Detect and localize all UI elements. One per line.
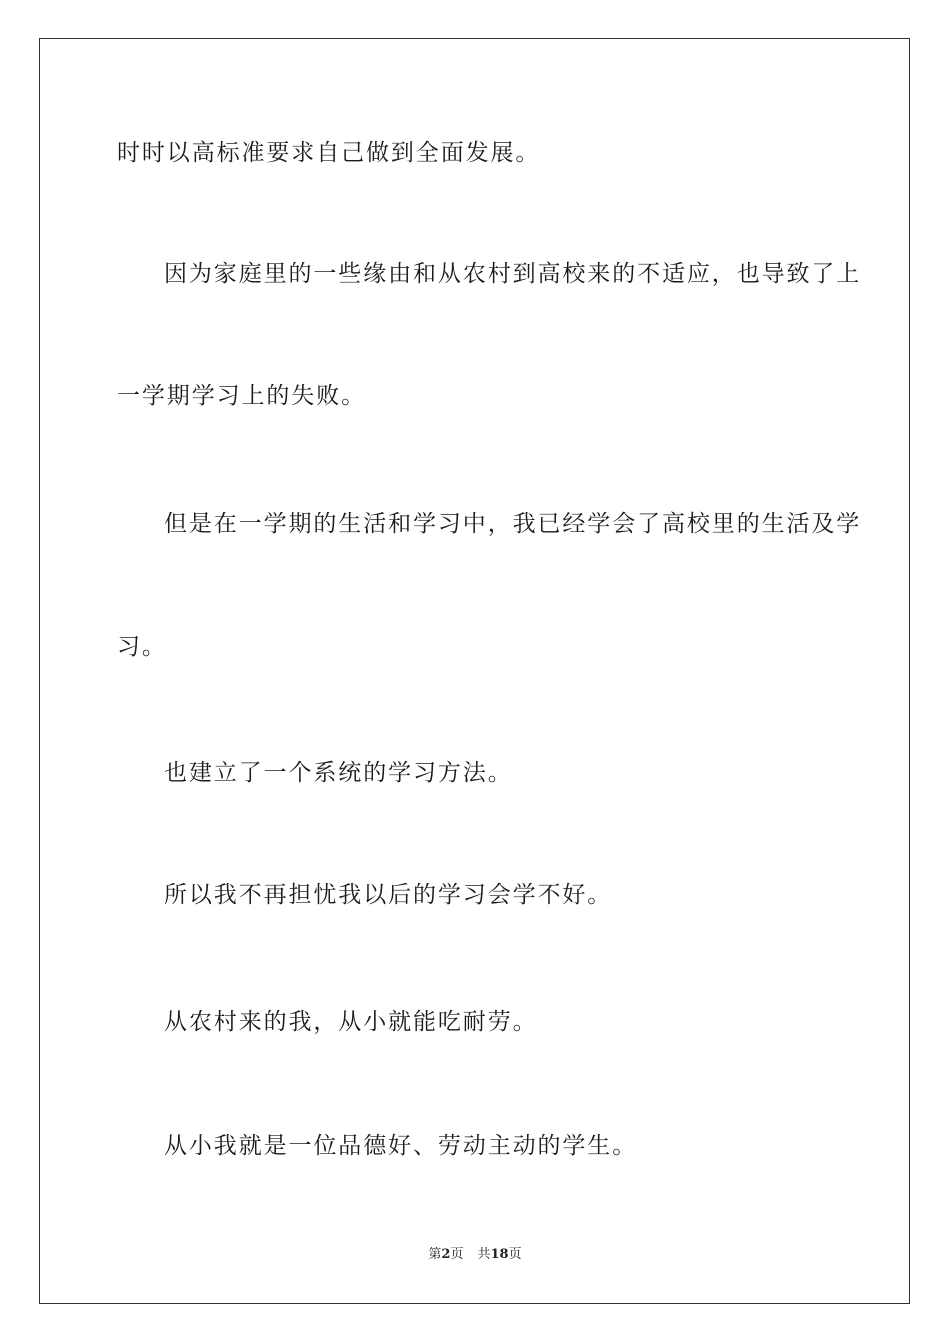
paragraph-continuation-line: 一学期学习上的失败。	[117, 383, 366, 409]
page-prefix: 第	[428, 1247, 442, 1262]
page-unit: 页	[450, 1247, 464, 1262]
paragraph-line: 因为家庭里的一些缘由和从农村到高校来的不适应，也导致了上	[164, 261, 862, 287]
paragraph-line: 所以我不再担忧我以后的学习会学不好。	[164, 882, 613, 908]
page-footer	[0, 1246, 950, 1264]
total-unit: 页	[508, 1247, 522, 1262]
paragraph-continuation-line: 时时以高标准要求自己做到全面发展。	[117, 140, 541, 166]
paragraph-line: 从小我就是一位品德好、劳动主动的学生。	[164, 1133, 638, 1159]
paragraph-continuation-line: 习。	[117, 634, 167, 660]
paragraph-line: 从农村来的我，从小就能吃耐劳。	[164, 1009, 538, 1035]
total-prefix: 共	[477, 1247, 491, 1262]
paragraph-line: 也建立了一个系统的学习方法。	[164, 760, 513, 786]
current-page-number: 2	[441, 1247, 451, 1262]
paragraph-line: 但是在一学期的生活和学习中，我已经学会了高校里的生活及学	[164, 511, 862, 537]
page-border	[39, 38, 910, 1304]
total-page-count: 18	[490, 1247, 509, 1262]
